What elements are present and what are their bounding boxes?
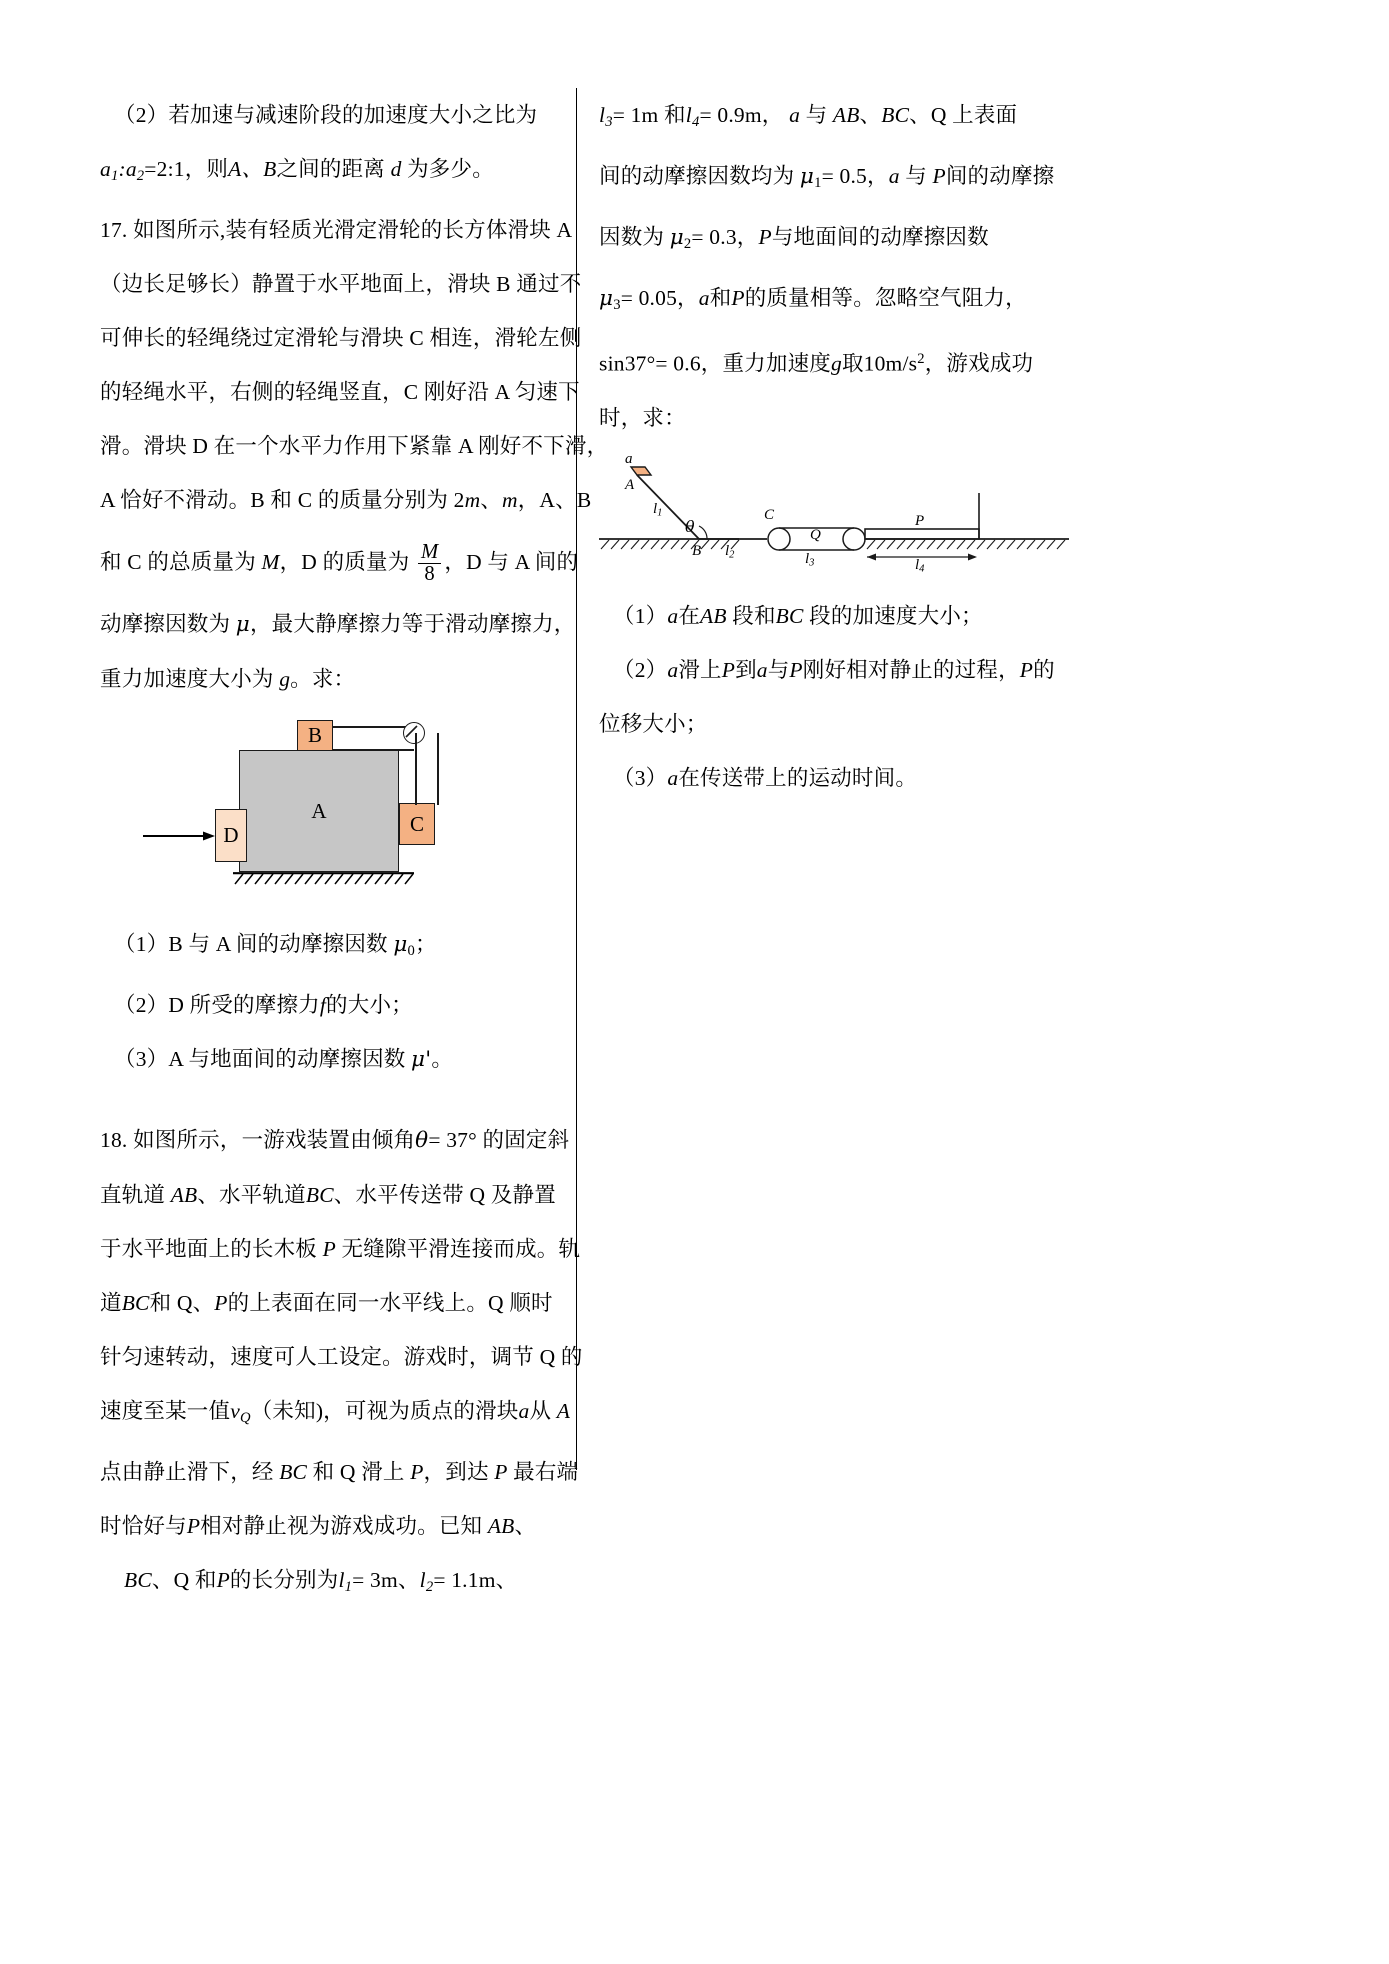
mass-m-2: m (502, 488, 518, 513)
track-ab-symbol-2: AB (487, 1514, 515, 1539)
mu2-symbol: μ (669, 225, 684, 251)
q18-line2 (100, 1168, 565, 1222)
q18-line2-b: 、水平轨道 (197, 1183, 306, 1208)
r-line1-d: 、Q 上表面 (909, 103, 1018, 127)
board-p-symbol-a2: P (721, 657, 736, 682)
slider-a-symbol-a3: a (667, 765, 679, 790)
q18-line4-b: 和 Q、 (149, 1291, 215, 1316)
applied-force-arrow-icon (143, 830, 215, 842)
l2-value: = 1.1m (433, 1568, 496, 1593)
q18-ask1-d: 段的加速度大小； (809, 603, 983, 628)
track-bc-symbol-r1: BC (881, 103, 910, 127)
mu2-subscript: 2 (683, 236, 692, 253)
point-a-symbol: A (556, 1399, 571, 1424)
q18-line8-c: 、 (514, 1514, 537, 1539)
spacer (100, 1087, 565, 1113)
ratio-value: =2:1，则 (144, 157, 229, 181)
board-p-symbol-4: P (494, 1460, 508, 1485)
rope-vertical-right (437, 733, 439, 805)
pulley-spoke-icon (405, 724, 423, 742)
q17-ask1-a: （1）B 与 A 间的动摩擦因数 (114, 932, 394, 957)
track-bc-symbol-a1: BC (775, 603, 804, 628)
belt-speed-subscript: Q (239, 1410, 251, 1427)
figure17-block-a: A (239, 750, 399, 872)
q18-line1-a: 如图所示，一游戏装置由倾角 (133, 1128, 416, 1153)
figure17-block-d: D (215, 809, 247, 862)
q18-line7-a: 点由静止滑下，经 (100, 1460, 280, 1485)
slider-a-symbol-a1: a (667, 603, 679, 628)
l4-symbol: l (685, 103, 692, 127)
q17-line8 (100, 597, 576, 652)
r-line2-a: 间的动摩擦因数均为 (599, 164, 800, 189)
mass-d-fraction (418, 542, 441, 585)
figure18-label-B: B (692, 542, 702, 559)
sin37-label: sin37° (599, 351, 656, 376)
mass-M-symbol: M (261, 550, 280, 575)
figure18-label-C: C (764, 506, 775, 523)
figure-17 (100, 712, 565, 917)
q18-line4 (100, 1276, 565, 1330)
figure18-label-l3: l3 (805, 550, 815, 569)
q17-line9-b: 。求： (290, 667, 356, 692)
q17-line5: 滑。滑块 D 在一个水平力作用下紧靠 A 刚好不下滑， (100, 434, 609, 459)
q18-line6 (100, 1384, 571, 1445)
q18-line7-d: 最右端 (507, 1460, 579, 1485)
q18-ask-1 (599, 589, 1069, 643)
board-p-symbol-3: P (410, 1460, 424, 1485)
rope-horizontal-lower (332, 749, 414, 751)
q18-number: 18. (100, 1128, 128, 1153)
board-p-symbol-r3: P (758, 225, 772, 250)
q18-line7-b: 和 Q 滑上 (307, 1460, 411, 1485)
q18-cont-line5 (599, 332, 1069, 390)
l4-subscript: 4 (691, 114, 700, 131)
q17-ask3-b: 。 (431, 1047, 454, 1072)
q17-line3: 可伸长的轻绳绕过定滑轮与滑块 C 相连，滑轮左侧 (100, 326, 582, 351)
q17-line4: 的轻绳水平，右侧的轻绳竖直，C 刚好沿 A 匀速下 (100, 380, 580, 405)
slider-a-symbol-a2: a (667, 657, 679, 682)
q18-line4-a: 道 (100, 1291, 122, 1316)
r-line4-c: 的质量相等。忽略空气阻力， (744, 286, 1027, 311)
mass-m-1: m (464, 488, 481, 513)
ab-symbols: A、B (228, 157, 277, 181)
q18-ask2-f: 的 (1033, 657, 1055, 682)
mu-prime-symbol: μ' (411, 1047, 432, 1073)
he-conjunction: 和 (658, 103, 686, 127)
q18-line9-e: 、 (495, 1568, 518, 1593)
l1-symbol: l (338, 1568, 345, 1593)
q18-line5: 针匀速转动，速度可人工设定。游戏时，调节 Q 的 (100, 1345, 583, 1370)
q18-ask1-a: （1） (613, 603, 668, 628)
q17-line7-c: ，D 与 A 间的 (444, 550, 579, 575)
q18-line3-b: 无缝隙平滑连接而成。轨 (335, 1237, 581, 1262)
q18-line4-c: 的上表面在同一水平线上。Q 顺时 (227, 1291, 553, 1316)
q17-ask2-b: 的大小； (326, 993, 413, 1018)
q17-ask-3 (100, 1032, 565, 1087)
q17-line6-b: 、 (480, 488, 502, 513)
l1-value: = 3m (352, 1568, 398, 1593)
board-p-symbol-r2: P (932, 164, 946, 189)
board-p-symbol-6: P (216, 1568, 230, 1593)
l1-subscript: 1 (344, 1579, 353, 1596)
mu1-subscript: 1 (814, 175, 822, 192)
figure18-label-l4: l4 (915, 556, 925, 575)
figure18-label-a: a (625, 450, 633, 467)
q18-cont-line1 (599, 88, 1069, 149)
r-line3-a: 因数为 (599, 225, 670, 250)
q17-line6 (100, 473, 592, 527)
q17-line6-c: ，A、B (517, 488, 592, 513)
l4-value: = 0.9m (699, 103, 762, 127)
q18-line1 (100, 1113, 570, 1168)
d-symbol: d (390, 157, 402, 181)
q18-cont-line6: 时，求： (599, 405, 686, 430)
r-line5-b: 取 (841, 351, 864, 376)
friction-f-symbol: f (319, 993, 327, 1018)
track-ab-symbol-a1: AB (700, 603, 727, 628)
mu1-symbol: μ (799, 164, 815, 190)
q18-ask-2-line2: 位移大小； (599, 711, 708, 736)
q18-cont-line2 (599, 149, 1069, 210)
track-ab-symbol: AB (170, 1183, 198, 1208)
l2-symbol: l (419, 1568, 426, 1593)
track-bc-symbol-2: BC (121, 1291, 150, 1316)
track-bc-symbol: BC (305, 1183, 334, 1208)
slider-a-symbol-r2: a (888, 164, 900, 189)
q16-line2-end: 为多少。 (407, 157, 494, 181)
r-line2-b: ， (866, 164, 889, 189)
belt-speed-symbol: v (230, 1399, 240, 1424)
figure17-block-c: C (399, 803, 435, 845)
q18-ask2-c: 到 (735, 657, 757, 682)
q18-ask2-d: 与 (767, 657, 790, 682)
q17-line9 (100, 652, 565, 706)
ground-hatching-icon (233, 872, 414, 886)
fraction-numerator: M (418, 542, 441, 564)
right-column (599, 88, 1069, 1488)
q18-line6-a: 速度至某一值 (100, 1399, 231, 1424)
left-column (100, 88, 609, 1596)
r-line1-b: 与 (805, 103, 833, 127)
q18-line9-c: 的长分别为 (229, 1568, 339, 1593)
q17-ask3-a: （3）A 与地面间的动摩擦因数 (114, 1047, 412, 1072)
figure18-label-l1: l1 (653, 500, 663, 519)
rope-vertical-left (415, 733, 417, 805)
q18-line8 (100, 1499, 565, 1553)
slider-a-symbol-r4: a (698, 286, 710, 311)
track-ab-symbol-r1: AB (832, 103, 860, 127)
r-line2-d: 间的动摩擦 (945, 164, 1055, 189)
figure17-block-b: B (297, 720, 333, 751)
board-p-symbol-a2c: P (1019, 657, 1034, 682)
two-column-layout (100, 88, 1290, 1596)
q18-cont-line4 (599, 271, 1069, 332)
slider-a-symbol-a2b: a (756, 657, 768, 682)
q18-line9 (100, 1553, 565, 1614)
board-p-symbol: P (322, 1237, 336, 1262)
figure18-label-P: P (915, 512, 925, 529)
gravity-g-symbol: g (279, 667, 291, 692)
gravity-value-exponent: 2 (917, 351, 925, 368)
mu1-value: = 0.5 (821, 164, 867, 189)
q17-line9-a: 重力加速度大小为 (100, 667, 280, 692)
figure18-label-Q: Q (810, 526, 821, 543)
r-line5-c: ，游戏成功 (924, 351, 1034, 376)
q18-line6-d: 从 (529, 1399, 557, 1424)
l3-symbol: l (599, 103, 606, 127)
slider-a-symbol: a (518, 1399, 530, 1424)
r-line2-c: 与 (905, 164, 933, 189)
a2-subscript: 2 (136, 168, 145, 185)
q17-line7-a: 和 C 的总质量为 (100, 550, 262, 575)
q17-ask-1 (100, 917, 565, 978)
a2-symbol: :a (118, 157, 137, 181)
q18-line8-a: 时恰好与 (100, 1514, 187, 1539)
q18-line9-b: 、Q 和 (151, 1568, 217, 1593)
q18-line7-c: ，到达 (423, 1460, 495, 1485)
mu3-subscript: 3 (613, 297, 621, 314)
l3-value: = 1m (612, 103, 659, 127)
mu3-value: = 0.05 (620, 286, 678, 311)
figure18-label-A: A (625, 476, 635, 493)
a1-subscript: 1 (110, 168, 119, 185)
r-line3-c: 与地面间的动摩擦因数 (771, 225, 989, 250)
q17-line8-b: ，最大静摩擦力等于滑动摩擦力， (249, 612, 576, 637)
figure18-diagram (599, 450, 1069, 583)
q18-ask2-b: 滑上 (678, 657, 722, 682)
q18-cont-line3 (599, 210, 1069, 271)
q17-line7-b: ，D 的质量为 (279, 550, 415, 575)
figure-18 (599, 450, 1069, 583)
mu2-value: = 0.3 (691, 225, 737, 250)
q18-line7 (100, 1445, 579, 1499)
board-p-symbol-2: P (214, 1291, 228, 1316)
r-line4-b: 和 (709, 286, 732, 311)
track-bc-symbol-4: BC (124, 1568, 152, 1593)
distance-text: 之间的距离 (276, 157, 385, 181)
fraction-denominator: 8 (424, 562, 435, 585)
track-bc-symbol-3: BC (279, 1460, 308, 1485)
q17-ask1-b: ； (415, 932, 437, 957)
q17-line6-a: A 恰好不滑动。B 和 C 的质量分别为 2 (100, 488, 465, 513)
q16-part2-line2 (100, 142, 565, 203)
l2-subscript: 2 (425, 1579, 434, 1596)
q17-line1 (100, 203, 573, 257)
figure18-label-l2: l2 (725, 542, 735, 561)
l3-subscript: 3 (605, 114, 613, 131)
q18-line9-d: 、 (397, 1568, 420, 1593)
gravity-g-symbol-r: g (830, 351, 842, 376)
q17-ask2-a: （2）D 所受的摩擦力 (114, 993, 320, 1018)
q17-line2: （边长足够长）静置于水平地面上，滑块 B 通过不 (100, 272, 582, 297)
q17-line1-text: 如图所示,装有轻质光滑定滑轮的长方体滑块 A (133, 218, 573, 243)
q18-line8-b: 相对静止视为游戏成功。已知 (200, 1514, 488, 1539)
q18-ask1-c: 段和 (732, 603, 776, 628)
mu3-symbol: μ (599, 286, 614, 312)
theta-value: = 37° (428, 1128, 477, 1153)
q18-line3 (100, 1222, 581, 1276)
figure18-label-theta: θ (685, 516, 695, 536)
board-p-symbol-5: P (186, 1514, 201, 1539)
q18-line6-b: （未知)，可视为质点的滑块 (250, 1399, 519, 1424)
r-line1-c: 、 (859, 103, 882, 127)
q18-line3-a: 于水平地面上的长木板 (100, 1237, 323, 1262)
mu0-subscript: 0 (407, 943, 416, 960)
a1-symbol: a (100, 157, 111, 181)
q17-line8-a: 动摩擦因数为 (100, 612, 236, 637)
theta-symbol: θ (415, 1128, 429, 1154)
board-p-symbol-a2b: P (789, 657, 803, 682)
q18-ask-3 (599, 751, 1069, 805)
q18-line2-a: 直轨道 (100, 1183, 171, 1208)
q18-ask1-b: 在 (678, 603, 701, 628)
r-line4-a: ， (677, 286, 699, 311)
r-line3-b: ， (736, 225, 759, 250)
q17-ask-2 (100, 978, 565, 1032)
board-p-symbol-r4: P (731, 286, 745, 311)
sin37-value: = 0.6 (655, 351, 701, 376)
r-line1-a: ， (761, 103, 784, 127)
gravity-value: 10m/s (863, 351, 918, 376)
q18-ask3-a: （3） (613, 765, 668, 790)
q18-ask2-e: 刚好相对静止的过程， (802, 657, 1020, 682)
r-line5-a: ，重力加速度 (700, 351, 831, 376)
q16-part2-line1: （2）若加速与减速阶段的加速度大小之比为 (114, 103, 538, 127)
mu0-symbol: μ (393, 932, 408, 958)
q17-number: 17. (100, 218, 128, 243)
mu-symbol: μ (235, 612, 250, 638)
q18-ask-2 (599, 643, 1069, 697)
q17-line7 (100, 527, 579, 597)
q18-line2-c: 、水平传送带 Q 及静置 (333, 1183, 556, 1208)
q18-ask3-b: 在传送带上的运动时间。 (678, 765, 918, 790)
q18-ask2-a: （2） (613, 657, 668, 682)
q18-line1-b: 的固定斜 (482, 1128, 570, 1153)
slider-a-symbol-r1: a (789, 103, 801, 127)
